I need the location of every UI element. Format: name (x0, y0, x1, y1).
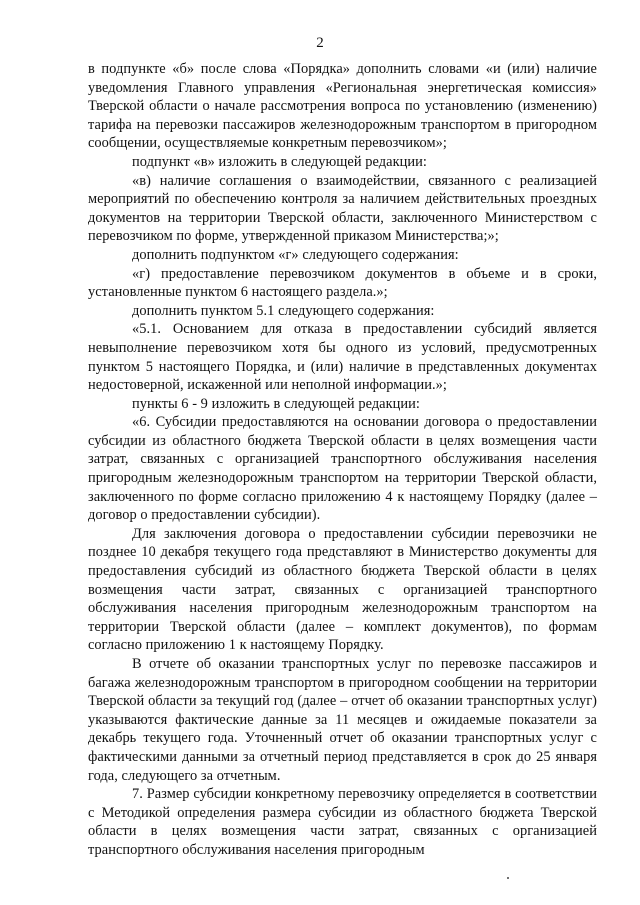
paragraph-9: «6. Субсидии предоставляются на основании договора о предоставлении субсидии из областного бюджета Тверской области в целях возмещения части затрат, связанных с организацией транспортного обслуживания населения пригородным железнодорожным транспортом на территории Тверской области, заключенного по форме согласно приложению 4 к настоящему Порядку (далее – договор о предоставлении субсидии). (88, 414, 597, 524)
paragraph-7: «5.1. Основанием для отказа в предоставлении субсидий является невыполнение перевозчиком хотя бы одного из условий, предусмотренных пунктом 5 настоящего Порядка, и (или) наличие в представленных документах недостоверной, искаженной или неполной информации.»; (88, 321, 597, 394)
paragraph-4: дополнить подпунктом «г» следующего содержания: (132, 246, 459, 263)
document-body (88, 60, 597, 860)
paragraph-10: Для заключения договора о предоставлении субсидии перевозчики не позднее 10 декабря текущего года представляют в Министерство документы для предоставления субсидий из областного бюджета Тверской области в целях возмещения части затрат, связанных с организацией транспортного обслуживания населения пригородным железнодорожным транспортом на территории Тверской области (далее – комплект документов), по формам согласно приложению 1 к настоящему Порядку. (88, 525, 597, 654)
paragraph-3: «в) наличие соглашения о взаимодействии, связанного с реализацией мероприятий по обеспечению контроля за наличием действительных проездных документов на территории Тверской области, заключенного Министерством с перевозчиком по форме, утвержденной приказом Министерства;»; (88, 172, 597, 245)
page-number: 2 (316, 35, 324, 51)
paragraph-2: подпункт «в» изложить в следующей редакции: (132, 153, 427, 170)
paragraph-5: «г) предоставление перевозчиком документов в объеме и в сроки, установленные пунктом 6 настоящего раздела.»; (88, 265, 597, 301)
paragraph-8: пункты 6 - 9 изложить в следующей редакции: (132, 395, 420, 412)
paragraph-6: дополнить пунктом 5.1 следующего содержания: (132, 302, 435, 319)
scan-speck (507, 877, 509, 879)
paragraph-1: в подпункте «б» после слова «Порядка» дополнить словами «и (или) наличие уведомления Главного управления «Региональная энергетическая комиссия» Тверской области о начале рассмотрения вопроса по установлению (изменению) тарифа на перевозки пассажиров железнодорожным транспортом в пригородном сообщении, осуществляемые конкретным перевозчиком»; (88, 61, 597, 152)
paragraph-11: В отчете об оказании транспортных услуг по перевозке пассажиров и багажа железнодорожным транспортом в пригородном сообщении на территории Тверской области за текущий год (далее – отчет об оказании транспортных услуг) указываются фактические данные за 11 месяцев и ожидаемые показатели за декабрь текущего года. Уточненный отчет об оказании транспортных услуг с фактическими данными за отчетный период представляется в срок до 25 января года, следующего за отчетным. (88, 656, 597, 784)
paragraph-12: 7. Размер субсидии конкретному перевозчику определяется в соответствии с Методикой определения размера субсидии из областного бюджета Тверской области в целях возмещения части затрат, связанных с организацией транспортного обслуживания населения пригородным (88, 786, 597, 858)
